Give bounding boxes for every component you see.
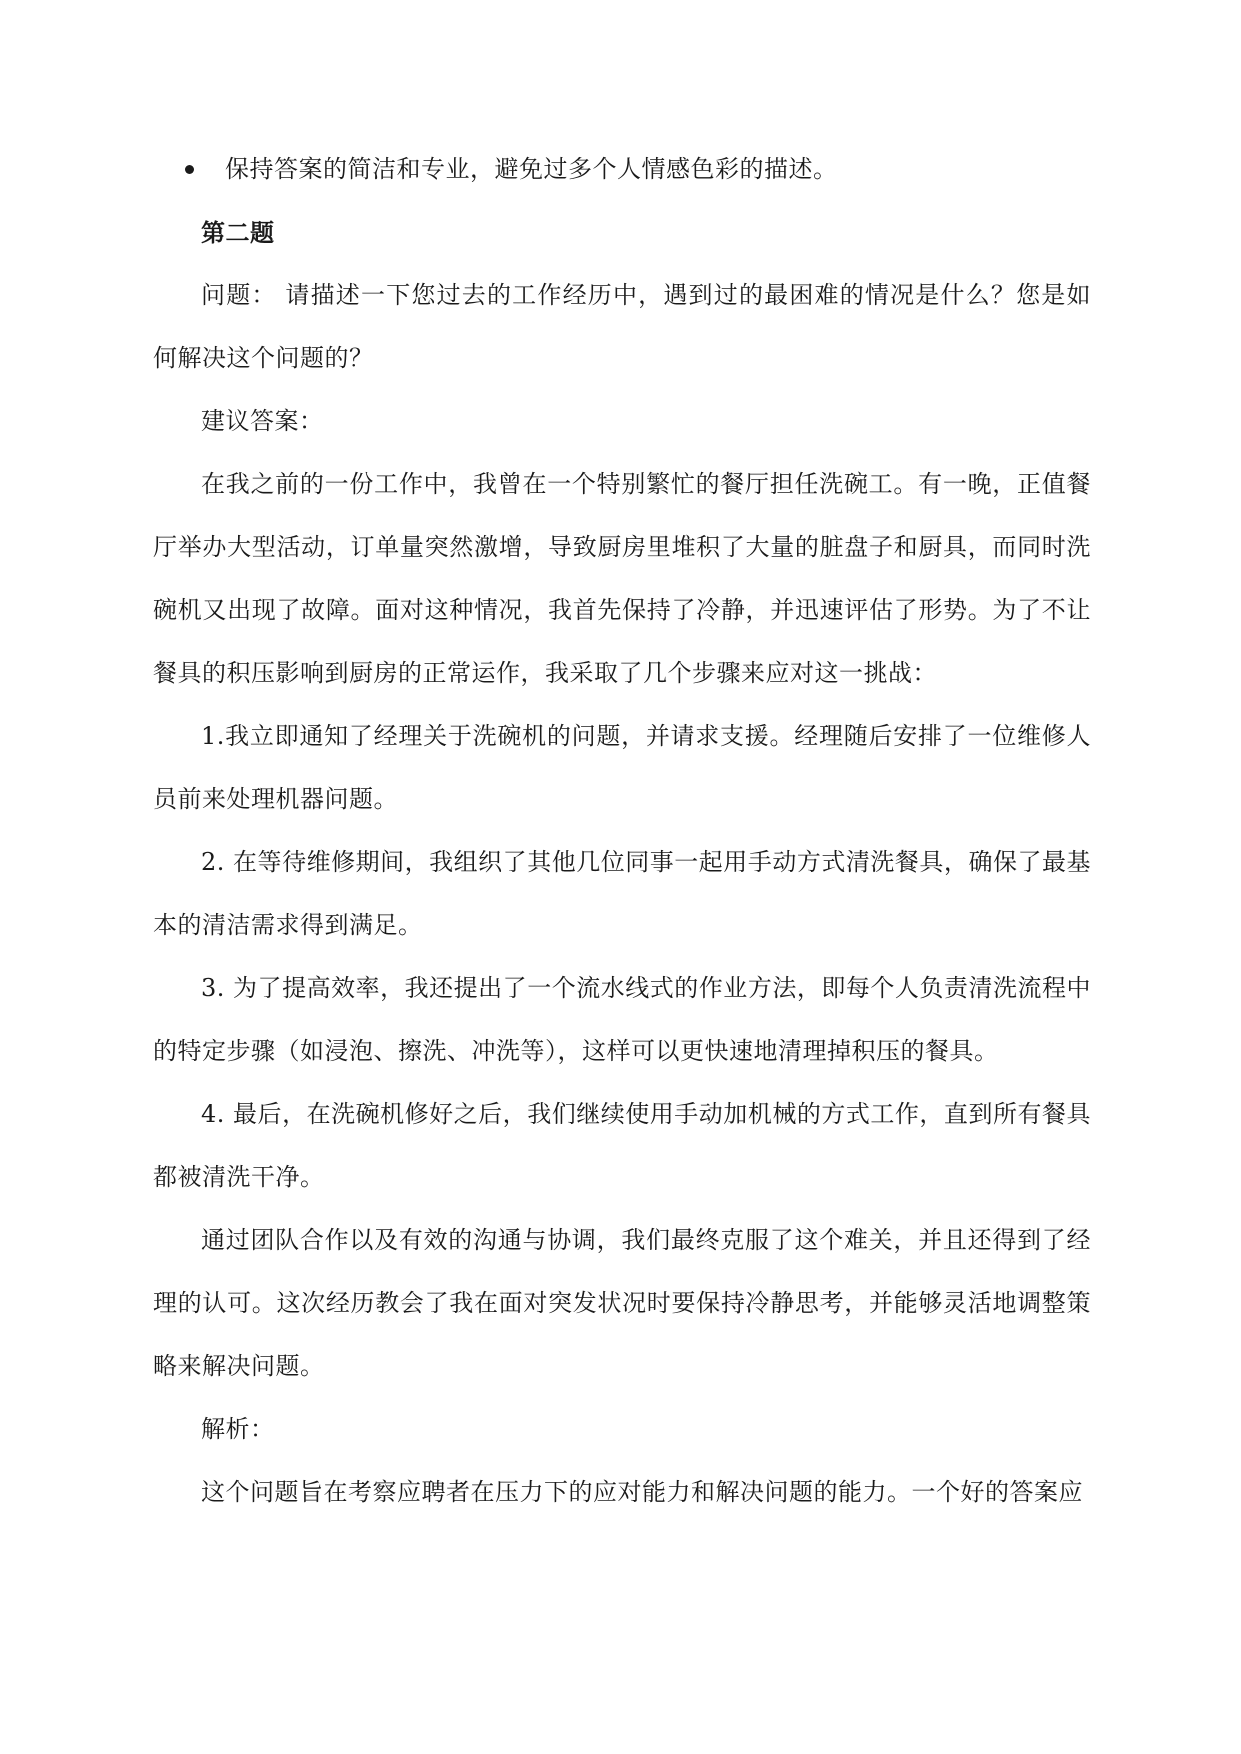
step-paragraph-2: 2. 在等待维修期间，我组织了其他几位同事一起用手动方式清洗餐具，确保了最基本的清洁需求得到满足。 [153,848,1091,939]
document-body [153,138,1091,1524]
analysis-label: 解析： [201,1415,275,1443]
bullet-dot-icon [185,165,194,174]
conclusion-paragraph: 通过团队合作以及有效的沟通与协调，我们最终克服了这个难关，并且还得到了经理的认可。这次经历教会了我在面对突发状况时要保持冷静思考，并能够灵活地调整策略来解决问题。 [153,1226,1091,1380]
suggested-answer-label: 建议答案： [201,407,324,435]
step-paragraph-3: 3. 为了提高效率，我还提出了一个流水线式的作业方法，即每个人负责清洗流程中的特定步骤（如浸泡、擦洗、冲洗等），这样可以更快速地清理掉积压的餐具。 [153,974,1091,1065]
analysis-paragraph: 这个问题旨在考察应聘者在压力下的应对能力和解决问题的能力。一个好的答案应 [201,1478,1083,1506]
step-paragraph-4: 4. 最后，在洗碗机修好之后，我们继续使用手动加机械的方式工作，直到所有餐具都被清洗干净。 [153,1100,1091,1191]
step-paragraph-1: 1.我立即通知了经理关于洗碗机的问题，并请求支援。经理随后安排了一位维修人员前来处理机器问题。 [153,722,1091,813]
answer-intro-paragraph: 在我之前的一份工作中，我曾在一个特别繁忙的餐厅担任洗碗工。有一晚，正值餐厅举办大型活动，订单量突然激增，导致厨房里堆积了大量的脏盘子和厨具，而同时洗碗机又出现了故障。面对这种情况，我首先保持了冷静，并迅速评估了形势。为了不让餐具的积压影响到厨房的正常运作，我采取了几个步骤来应对这一挑战： [153,470,1091,687]
section-heading: 第二题 [201,218,275,247]
question-paragraph: 问题： 请描述一下您过去的工作经历中，遇到过的最困难的情况是什么？您是如何解决这个问题的？ [153,281,1091,372]
bullet-item-text: 保持答案的简洁和专业，避免过多个人情感色彩的描述。 [225,155,838,183]
bullet-list-item [153,138,1091,201]
